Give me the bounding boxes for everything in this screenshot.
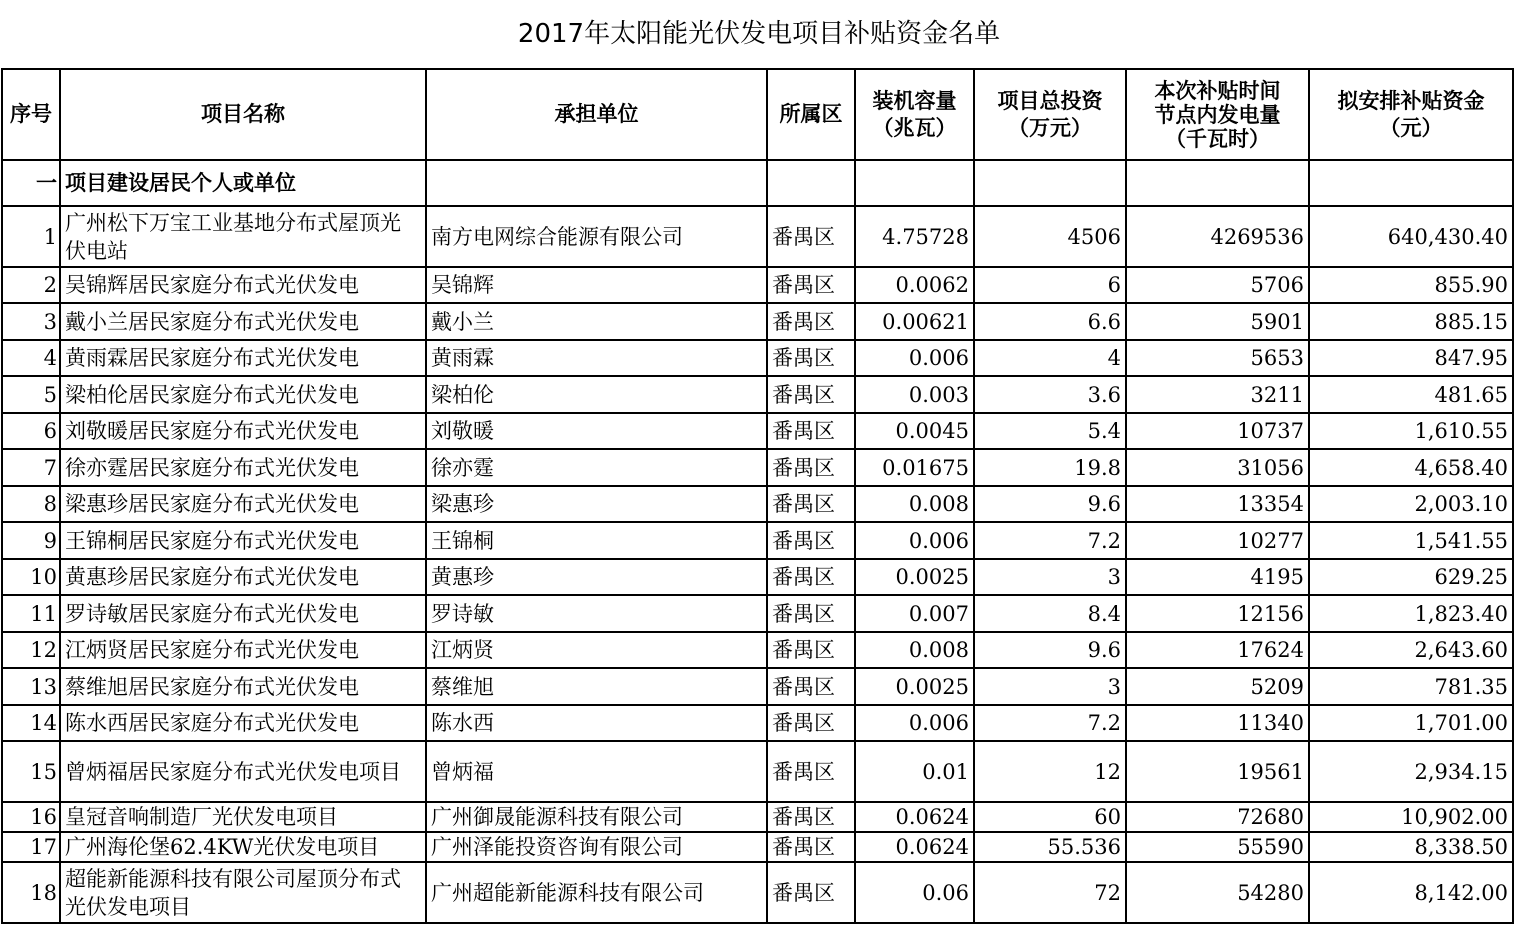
row-generation: 5706: [1126, 267, 1309, 303]
row-investment: 6.6: [974, 303, 1126, 340]
row-district: 番禺区: [767, 206, 855, 267]
row-investment: 6: [974, 267, 1126, 303]
row-investment: 60: [974, 802, 1126, 832]
row-capacity: 0.00621: [855, 303, 974, 340]
row-unit: 戴小兰: [426, 303, 767, 340]
row-generation: 19561: [1126, 741, 1309, 802]
page-title: 2017年太阳能光伏发电项目补贴资金名单: [517, 19, 1001, 49]
row-subsidy: 855.90: [1309, 267, 1513, 303]
row-investment: 9.6: [974, 632, 1126, 668]
row-subsidy: 2,643.60: [1309, 632, 1513, 668]
row-generation: 31056: [1126, 449, 1309, 486]
row-capacity: 0.01: [855, 741, 974, 802]
row-index: 1: [2, 206, 60, 267]
row-generation: 10277: [1126, 522, 1309, 559]
row-subsidy: 781.35: [1309, 668, 1513, 705]
header-project-name: 项目名称: [60, 69, 426, 160]
row-unit: 吴锦辉: [426, 267, 767, 303]
table-row: [2, 741, 1513, 802]
row-district: 番禺区: [767, 832, 855, 862]
row-project-name: 黄雨霖居民家庭分布式光伏发电: [60, 340, 426, 376]
row-generation: 54280: [1126, 862, 1309, 923]
row-index: 9: [2, 522, 60, 559]
row-capacity: 0.008: [855, 632, 974, 668]
header-subsidy: 拟安排补贴资金 （元）: [1309, 69, 1513, 160]
row-index: 15: [2, 741, 60, 802]
row-subsidy: 1,823.40: [1309, 595, 1513, 632]
row-index: 4: [2, 340, 60, 376]
row-project-name: 刘敬暖居民家庭分布式光伏发电: [60, 413, 426, 449]
row-index: 8: [2, 486, 60, 522]
row-generation: 3211: [1126, 376, 1309, 413]
row-district: 番禺区: [767, 705, 855, 741]
row-district: 番禺区: [767, 522, 855, 559]
row-index: 10: [2, 559, 60, 595]
row-project-name: 皇冠音响制造厂光伏发电项目: [60, 802, 426, 832]
row-capacity: 0.006: [855, 705, 974, 741]
row-subsidy: 4,658.40: [1309, 449, 1513, 486]
row-generation: 5653: [1126, 340, 1309, 376]
row-capacity: 0.0025: [855, 668, 974, 705]
row-subsidy: 2,003.10: [1309, 486, 1513, 522]
row-unit: 陈水西: [426, 705, 767, 741]
row-unit: 王锦桐: [426, 522, 767, 559]
row-district: 番禺区: [767, 595, 855, 632]
row-capacity: 0.0624: [855, 832, 974, 862]
row-district: 番禺区: [767, 340, 855, 376]
row-unit: 曾炳福: [426, 741, 767, 802]
row-investment: 19.8: [974, 449, 1126, 486]
row-unit: 徐亦霆: [426, 449, 767, 486]
row-investment: 5.4: [974, 413, 1126, 449]
row-district: 番禺区: [767, 376, 855, 413]
table-row: [2, 559, 1513, 595]
row-index: 14: [2, 705, 60, 741]
subsidy-table: [1, 68, 1514, 924]
row-investment: 72: [974, 862, 1126, 923]
row-unit: 广州御晟能源科技有限公司: [426, 802, 767, 832]
row-unit: 广州泽能投资咨询有限公司: [426, 832, 767, 862]
row-subsidy: 481.65: [1309, 376, 1513, 413]
row-unit: 刘敬暖: [426, 413, 767, 449]
row-generation: 55590: [1126, 832, 1309, 862]
row-generation: 10737: [1126, 413, 1309, 449]
row-index: 7: [2, 449, 60, 486]
row-district: 番禺区: [767, 303, 855, 340]
row-index: 18: [2, 862, 60, 923]
row-generation: 11340: [1126, 705, 1309, 741]
row-investment: 7.2: [974, 705, 1126, 741]
row-unit: 罗诗敏: [426, 595, 767, 632]
row-project-name: 戴小兰居民家庭分布式光伏发电: [60, 303, 426, 340]
row-project-name: 罗诗敏居民家庭分布式光伏发电: [60, 595, 426, 632]
row-capacity: 0.006: [855, 522, 974, 559]
row-generation: 4195: [1126, 559, 1309, 595]
header-district: 所属区: [767, 69, 855, 160]
row-capacity: 0.008: [855, 486, 974, 522]
row-generation: 17624: [1126, 632, 1309, 668]
header-generation: 本次补贴时间 节点内发电量 （千瓦时）: [1126, 69, 1309, 160]
row-subsidy: 640,430.40: [1309, 206, 1513, 267]
table-row: [2, 632, 1513, 668]
row-index: 2: [2, 267, 60, 303]
table-header-row: [2, 69, 1513, 160]
row-project-name: 黄惠珍居民家庭分布式光伏发电: [60, 559, 426, 595]
table-row: [2, 862, 1513, 923]
table-row: [2, 340, 1513, 376]
row-subsidy: 1,701.00: [1309, 705, 1513, 741]
table-row: [2, 303, 1513, 340]
row-unit: 蔡维旭: [426, 668, 767, 705]
row-generation: 13354: [1126, 486, 1309, 522]
row-district: 番禺区: [767, 862, 855, 923]
row-subsidy: 1,610.55: [1309, 413, 1513, 449]
row-unit: 黄惠珍: [426, 559, 767, 595]
row-unit: 江炳贤: [426, 632, 767, 668]
row-investment: 3.6: [974, 376, 1126, 413]
table-row: [2, 522, 1513, 559]
row-investment: 3: [974, 559, 1126, 595]
row-unit: 黄雨霖: [426, 340, 767, 376]
row-project-name: 梁柏伦居民家庭分布式光伏发电: [60, 376, 426, 413]
row-district: 番禺区: [767, 668, 855, 705]
row-generation: 72680: [1126, 802, 1309, 832]
row-index: 3: [2, 303, 60, 340]
table-row: [2, 486, 1513, 522]
row-investment: 12: [974, 741, 1126, 802]
row-investment: 3: [974, 668, 1126, 705]
row-subsidy: 1,541.55: [1309, 522, 1513, 559]
row-index: 6: [2, 413, 60, 449]
header-capacity: 装机容量 （兆瓦）: [855, 69, 974, 160]
row-capacity: 0.0062: [855, 267, 974, 303]
row-capacity: 0.06: [855, 862, 974, 923]
row-subsidy: 885.15: [1309, 303, 1513, 340]
row-investment: 7.2: [974, 522, 1126, 559]
row-district: 番禺区: [767, 449, 855, 486]
table-row: [2, 267, 1513, 303]
row-project-name: 陈水西居民家庭分布式光伏发电: [60, 705, 426, 741]
row-index: 12: [2, 632, 60, 668]
row-project-name: 超能新能源科技有限公司屋顶分布式光伏发电项目: [60, 862, 426, 923]
row-investment: 4506: [974, 206, 1126, 267]
header-index: 序号: [2, 69, 60, 160]
header-unit: 承担单位: [426, 69, 767, 160]
row-project-name: 广州松下万宝工业基地分布式屋顶光伏电站: [60, 206, 426, 267]
row-index: 16: [2, 802, 60, 832]
table-row: [2, 668, 1513, 705]
header-investment: 项目总投资 （万元）: [974, 69, 1126, 160]
row-unit: 南方电网综合能源有限公司: [426, 206, 767, 267]
row-capacity: 0.006: [855, 340, 974, 376]
row-index: 5: [2, 376, 60, 413]
row-subsidy: 629.25: [1309, 559, 1513, 595]
section-label: 项目建设居民个人或单位: [60, 160, 426, 206]
row-district: 番禺区: [767, 559, 855, 595]
row-district: 番禺区: [767, 267, 855, 303]
row-investment: 55.536: [974, 832, 1126, 862]
row-unit: 梁柏伦: [426, 376, 767, 413]
row-capacity: 0.003: [855, 376, 974, 413]
row-capacity: 0.0025: [855, 559, 974, 595]
row-subsidy: 2,934.15: [1309, 741, 1513, 802]
row-generation: 12156: [1126, 595, 1309, 632]
row-district: 番禺区: [767, 632, 855, 668]
row-generation: 5209: [1126, 668, 1309, 705]
row-project-name: 曾炳福居民家庭分布式光伏发电项目: [60, 741, 426, 802]
table-row: [2, 449, 1513, 486]
row-capacity: 0.007: [855, 595, 974, 632]
row-investment: 8.4: [974, 595, 1126, 632]
row-project-name: 梁惠珍居民家庭分布式光伏发电: [60, 486, 426, 522]
row-capacity: 4.75728: [855, 206, 974, 267]
row-project-name: 广州海伦堡62.4KW光伏发电项目: [60, 832, 426, 862]
row-subsidy: 847.95: [1309, 340, 1513, 376]
table-row: [2, 705, 1513, 741]
section-index: 一: [2, 160, 60, 206]
row-subsidy: 10,902.00: [1309, 802, 1513, 832]
row-district: 番禺区: [767, 413, 855, 449]
row-index: 11: [2, 595, 60, 632]
row-district: 番禺区: [767, 486, 855, 522]
row-capacity: 0.01675: [855, 449, 974, 486]
row-capacity: 0.0045: [855, 413, 974, 449]
row-capacity: 0.0624: [855, 802, 974, 832]
row-subsidy: 8,338.50: [1309, 832, 1513, 862]
row-investment: 9.6: [974, 486, 1126, 522]
row-generation: 4269536: [1126, 206, 1309, 267]
row-generation: 5901: [1126, 303, 1309, 340]
row-project-name: 吴锦辉居民家庭分布式光伏发电: [60, 267, 426, 303]
row-project-name: 蔡维旭居民家庭分布式光伏发电: [60, 668, 426, 705]
row-unit: 梁惠珍: [426, 486, 767, 522]
row-subsidy: 8,142.00: [1309, 862, 1513, 923]
row-district: 番禺区: [767, 802, 855, 832]
section-row: [2, 160, 1513, 206]
table-row: [2, 832, 1513, 862]
row-project-name: 徐亦霆居民家庭分布式光伏发电: [60, 449, 426, 486]
row-project-name: 王锦桐居民家庭分布式光伏发电: [60, 522, 426, 559]
row-index: 17: [2, 832, 60, 862]
row-district: 番禺区: [767, 741, 855, 802]
row-project-name: 江炳贤居民家庭分布式光伏发电: [60, 632, 426, 668]
row-unit: 广州超能新能源科技有限公司: [426, 862, 767, 923]
table-row: [2, 376, 1513, 413]
table-row: [2, 802, 1513, 832]
table-row: [2, 595, 1513, 632]
row-investment: 4: [974, 340, 1126, 376]
table-row: [2, 413, 1513, 449]
row-index: 13: [2, 668, 60, 705]
table-row: [2, 206, 1513, 267]
